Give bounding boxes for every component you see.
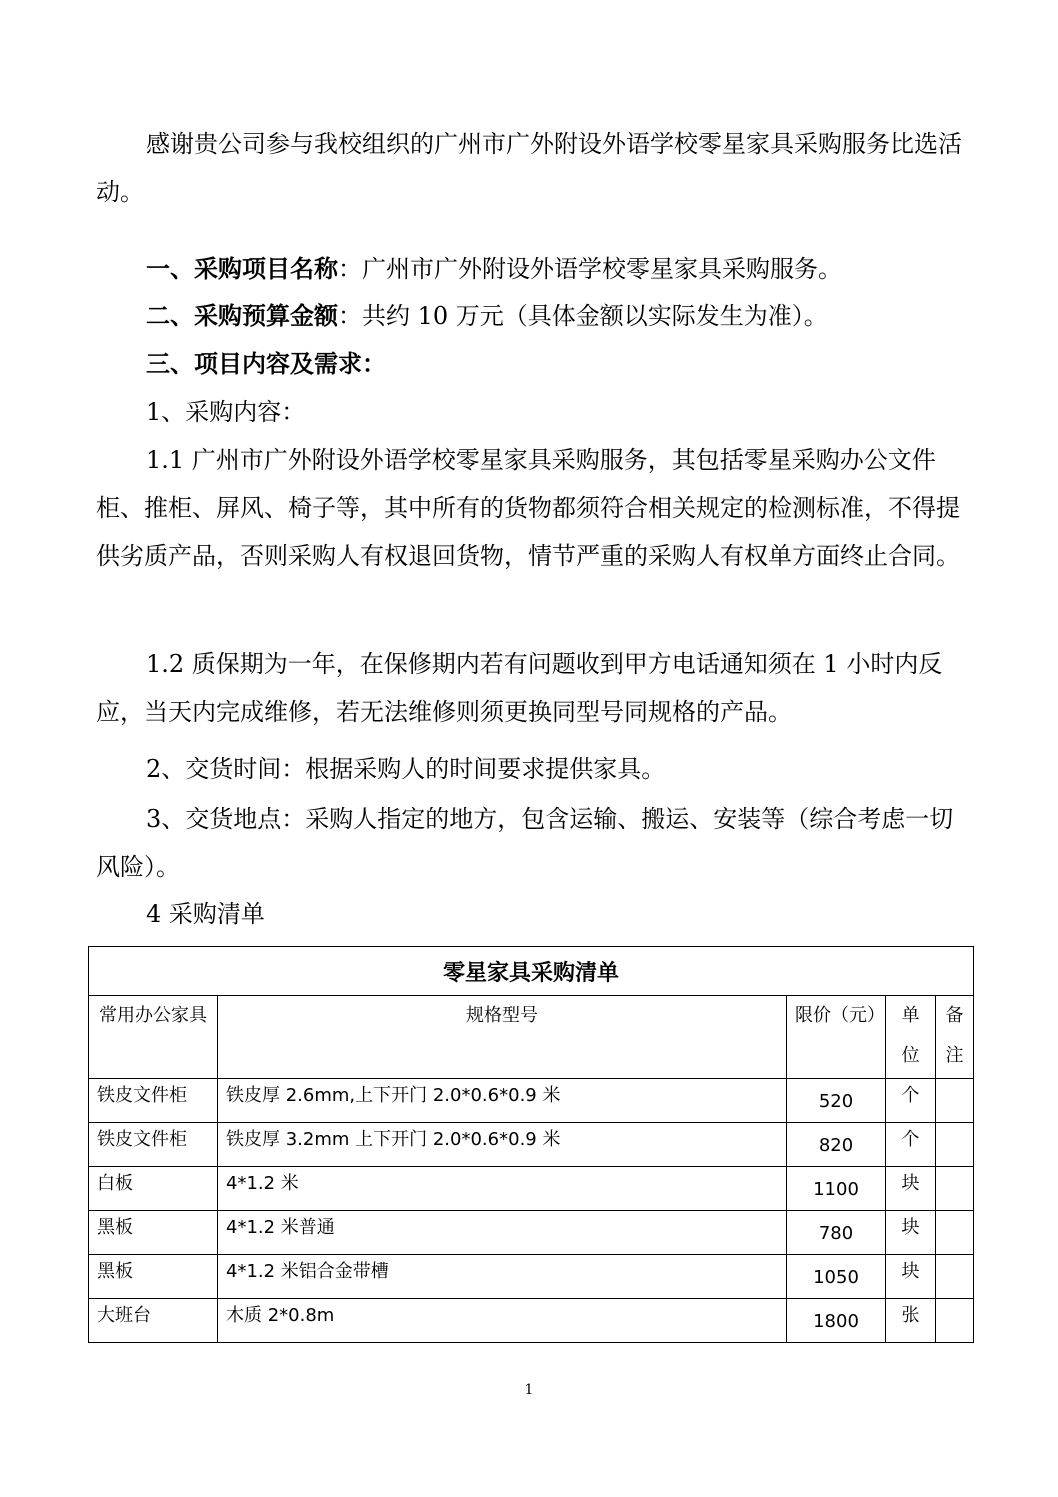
row-spec: 4*1.2 米: [218, 1167, 787, 1211]
row-note: [936, 1079, 974, 1123]
sub3-paragraph: 3、交货地点：采购人指定的地方，包含运输、搬运、安装等（综合考虑一切风险）。: [96, 805, 954, 881]
row-spec: 4*1.2 米铝合金带槽: [218, 1255, 787, 1299]
row-note: [936, 1123, 974, 1167]
row-spec: 木质 2*0.8m: [218, 1299, 787, 1343]
sub1-1-paragraph: 1.1 广州市广外附设外语学校零星家具采购服务，其包括零星采购办公文件柜、推柜、屏风、椅子等，其中所有的货物都须符合相关规定的检测标准，不得提供劣质产品，否则采购人有权退回货物，情节严重的采购人有权单方面终止合同。: [96, 446, 960, 570]
row-note: [936, 1255, 974, 1299]
row-unit: 块: [886, 1255, 936, 1299]
row-name: 黑板: [89, 1211, 218, 1255]
header-note: 备注: [936, 996, 974, 1079]
header-name: 常用办公家具: [89, 996, 218, 1079]
sub2-paragraph: 2、交货时间：根据采购人的时间要求提供家具。: [146, 755, 666, 783]
row-price: 1050: [787, 1255, 886, 1299]
table-row: [89, 1167, 974, 1211]
header-unit: 单位: [886, 996, 936, 1079]
intro-paragraph: 感谢贵公司参与我校组织的广州市广外附设外语学校零星家具采购服务比选活动。: [96, 130, 962, 206]
row-name: 大班台: [89, 1299, 218, 1343]
page-number: 1: [524, 1382, 534, 1398]
row-name: 铁皮文件柜: [89, 1079, 218, 1123]
item1-paragraph: [96, 245, 966, 293]
table-row: [89, 1299, 974, 1343]
table-header-row: [89, 996, 974, 1079]
table-row: [89, 1255, 974, 1299]
sub1-2-paragraph: 1.2 质保期为一年，在保修期内若有问题收到甲方电话通知须在 1 小时内反应，当天内完成维修，若无法维修则须更换同型号同规格的产品。: [96, 650, 943, 726]
table-row: [89, 1123, 974, 1167]
row-note: [936, 1211, 974, 1255]
item1-text: ：广州市广外附设外语学校零星家具采购服务。: [338, 255, 842, 283]
row-price: 820: [787, 1123, 886, 1167]
row-unit: 个: [886, 1079, 936, 1123]
row-price: 1800: [787, 1299, 886, 1343]
table-row: [89, 1211, 974, 1255]
row-spec: 4*1.2 米普通: [218, 1211, 787, 1255]
item2-paragraph: [96, 292, 966, 340]
row-unit: 块: [886, 1167, 936, 1211]
row-note: [936, 1167, 974, 1211]
row-name: 黑板: [89, 1255, 218, 1299]
row-spec: 铁皮厚 2.6mm,上下开门 2.0*0.6*0.9 米: [218, 1079, 787, 1123]
row-spec: 铁皮厚 3.2mm 上下开门 2.0*0.6*0.9 米: [218, 1123, 787, 1167]
purchase-list-table: [88, 946, 974, 1343]
header-spec: 规格型号: [218, 996, 787, 1079]
row-price: 520: [787, 1079, 886, 1123]
row-unit: 张: [886, 1299, 936, 1343]
table-title: 零星家具采购清单: [89, 947, 974, 996]
row-price: 780: [787, 1211, 886, 1255]
row-unit: 块: [886, 1211, 936, 1255]
table-row: [89, 1079, 974, 1123]
item3-heading: 三、项目内容及需求：: [146, 349, 386, 378]
sub4-heading: 4 采购清单: [146, 900, 265, 928]
row-name: 白板: [89, 1167, 218, 1211]
row-unit: 个: [886, 1123, 936, 1167]
row-note: [936, 1299, 974, 1343]
row-price: 1100: [787, 1167, 886, 1211]
item2-label: 二、采购预算金额: [146, 301, 338, 330]
item2-text: ：共约 10 万元（具体金额以实际发生为准）。: [338, 302, 828, 330]
header-price: 限价（元）: [787, 996, 886, 1079]
row-name: 铁皮文件柜: [89, 1123, 218, 1167]
item1-label: 一、采购项目名称: [146, 254, 338, 283]
sub1-heading: 1、采购内容：: [146, 398, 306, 426]
